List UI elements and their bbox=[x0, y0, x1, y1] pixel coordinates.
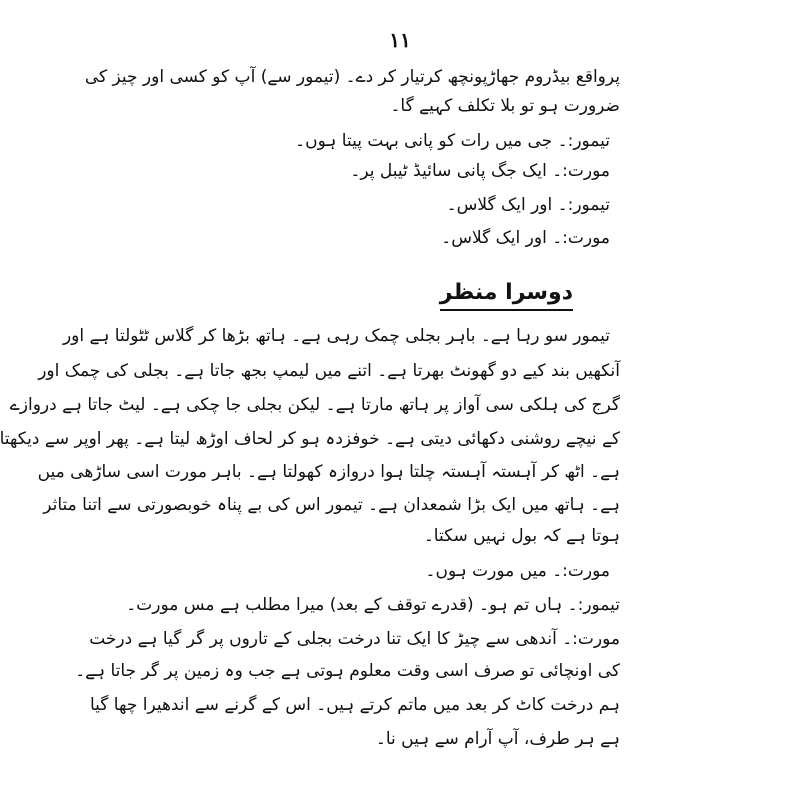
dialogue-murat-4-line-1: مورت:۔ آندھی سے چیڑ کا ایک تنا درخت بجلی کے تاروں پر گر گیا ہے درخت bbox=[89, 629, 620, 649]
scene-line-7: ہوتا ہے کہ بول نہیں سکتا۔ bbox=[423, 526, 620, 546]
dialogue-murat-2: مورت:۔ اور ایک گلاس۔ bbox=[441, 228, 610, 248]
scene-line-2: آنکھیں بند کیے دو گھونٹ بھرتا ہے۔ اتنے میں لیمپ بجھ جاتا ہے۔ بجلی کی چمک اور bbox=[38, 361, 620, 381]
dialogue-murat-4-line-4: ہے ہر طرف، آپ آرام سے ہیں نا۔ bbox=[375, 729, 620, 749]
dialogue-murat-1: مورت:۔ ایک جگ پانی سائیڈ ٹیبل پر۔ bbox=[350, 161, 610, 181]
dialogue-timur-3: تیمور:۔ ہاں تم ہو۔ (قدرے توقف کے بعد) میرا مطلب ہے مس مورت۔ bbox=[126, 595, 620, 615]
dialogue-timur-1: تیمور:۔ جی میں رات کو پانی بہت پیتا ہوں۔ bbox=[295, 131, 610, 151]
scene-line-6: ہے۔ ہاتھ میں ایک بڑا شمعدان ہے۔ تیمور اس کی بے پناہ خوبصورتی سے اتنا متاثر bbox=[43, 495, 620, 515]
scene-line-4: کے نیچے روشنی دکھائی دیتی ہے۔ خوفزدہ ہو کر لحاف اوڑھ لیتا ہے۔ پھر اوپر سے دیکھتا bbox=[0, 429, 620, 449]
intro-line-1: پرواقع بیڈروم جھاڑپونچھ کرتیار کر دے۔ (تیمور سے) آپ کو کسی اور چیز کی bbox=[84, 67, 620, 87]
intro-line-2: ضرورت ہو تو بلا تکلف کہیے گا۔ bbox=[390, 96, 620, 116]
dialogue-murat-4-line-3: ہم درخت کاٹ کر بعد میں ماتم کرتے ہیں۔ اس کے گرنے سے اندھیرا چھا گیا bbox=[90, 695, 620, 715]
scene-line-5: ہے۔ اٹھ کر آہستہ آہستہ چلتا ہوا دروازہ کھولتا ہے۔ باہر مورت اسی ساڑھی میں bbox=[37, 462, 620, 482]
dialogue-murat-3: مورت:۔ میں مورت ہوں۔ bbox=[425, 561, 610, 581]
scene-line-1: تیمور سو رہا ہے۔ باہر بجلی چمک رہی ہے۔ ہاتھ بڑھا کر گلاس ٹٹولتا ہے اور bbox=[62, 326, 610, 346]
dialogue-timur-2: تیمور:۔ اور ایک گلاس۔ bbox=[446, 195, 610, 215]
dialogue-murat-4-line-2: کی اونچائی تو صرف اسی وقت معلوم ہوتی ہے جب وہ زمین پر گر جاتا ہے۔ bbox=[75, 661, 620, 681]
page-number: ۱۱ bbox=[389, 28, 411, 52]
scene-line-3: گرج کی ہلکی سی آواز پر ہاتھ مارتا ہے۔ لیکن بجلی جا چکی ہے۔ لیٹ جاتا ہے دروازے bbox=[9, 395, 620, 415]
scene-heading: دوسرا منظر bbox=[440, 280, 573, 311]
